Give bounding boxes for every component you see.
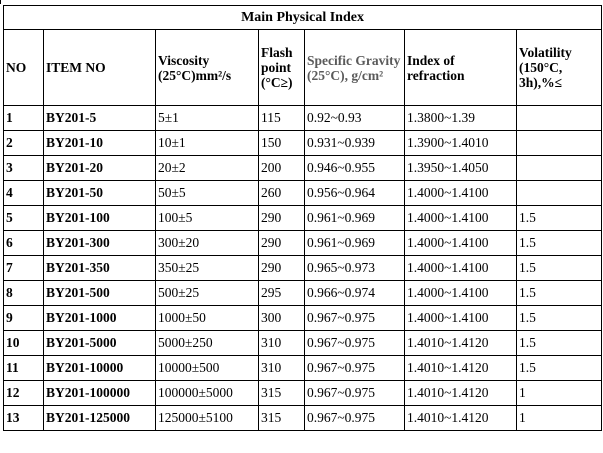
cell-no: 13 (4, 406, 44, 431)
cell-index-of-refraction: 1.4000~1.4100 (405, 306, 517, 331)
cell-no: 9 (4, 306, 44, 331)
cell-item-no: BY201-5 (44, 106, 156, 131)
table-row (4, 231, 602, 256)
cell-item-no: BY201-500 (44, 281, 156, 306)
cell-index-of-refraction: 1.4000~1.4100 (405, 256, 517, 281)
cell-volatility: 1.5 (517, 206, 602, 231)
cell-index-of-refraction: 1.4000~1.4100 (405, 181, 517, 206)
cell-volatility: 1.5 (517, 331, 602, 356)
table-row (4, 106, 602, 131)
table-row (4, 331, 602, 356)
table-title: Main Physical Index (4, 6, 602, 30)
cell-index-of-refraction: 1.3950~1.4050 (405, 156, 517, 181)
cell-volatility (517, 156, 602, 181)
cell-flash-point: 315 (259, 406, 305, 431)
cell-no: 5 (4, 206, 44, 231)
cell-index-of-refraction: 1.3800~1.39 (405, 106, 517, 131)
cell-item-no: BY201-10000 (44, 356, 156, 381)
cell-viscosity: 10±1 (156, 131, 259, 156)
cell-flash-point: 315 (259, 381, 305, 406)
cell-volatility (517, 106, 602, 131)
cell-specific-gravity: 0.966~0.974 (305, 281, 405, 306)
table-row (4, 381, 602, 406)
cell-index-of-refraction: 1.4000~1.4100 (405, 281, 517, 306)
cell-index-of-refraction: 1.4010~1.4120 (405, 331, 517, 356)
cell-viscosity: 20±2 (156, 156, 259, 181)
cell-item-no: BY201-100 (44, 206, 156, 231)
table-row (4, 156, 602, 181)
cell-specific-gravity: 0.956~0.964 (305, 181, 405, 206)
table-row (4, 356, 602, 381)
cell-viscosity: 5000±250 (156, 331, 259, 356)
cell-specific-gravity: 0.967~0.975 (305, 331, 405, 356)
cell-item-no: BY201-100000 (44, 381, 156, 406)
cell-flash-point: 295 (259, 281, 305, 306)
cell-index-of-refraction: 1.4010~1.4120 (405, 356, 517, 381)
cell-viscosity: 100000±5000 (156, 381, 259, 406)
top-edge-line (0, 0, 7, 4)
cell-viscosity: 1000±50 (156, 306, 259, 331)
cell-item-no: BY201-5000 (44, 331, 156, 356)
cell-viscosity: 300±20 (156, 231, 259, 256)
table-row (4, 206, 602, 231)
header-no: NO (4, 30, 44, 106)
cell-volatility: 1 (517, 406, 602, 431)
cell-flash-point: 200 (259, 156, 305, 181)
header-specific-gravity: Specific Gravity (25°C), g/cm² (305, 30, 405, 106)
cell-volatility: 1.5 (517, 306, 602, 331)
cell-volatility: 1.5 (517, 281, 602, 306)
cell-volatility (517, 181, 602, 206)
cell-index-of-refraction: 1.3900~1.4010 (405, 131, 517, 156)
cell-item-no: BY201-20 (44, 156, 156, 181)
header-row (4, 30, 602, 106)
cell-flash-point: 300 (259, 306, 305, 331)
header-viscosity: Viscosity (25°C)mm²/s (156, 30, 259, 106)
cell-no: 7 (4, 256, 44, 281)
cell-item-no: BY201-350 (44, 256, 156, 281)
cell-flash-point: 290 (259, 256, 305, 281)
cell-no: 1 (4, 106, 44, 131)
cell-item-no: BY201-10 (44, 131, 156, 156)
cell-flash-point: 150 (259, 131, 305, 156)
cell-item-no: BY201-300 (44, 231, 156, 256)
physical-index-table (3, 5, 602, 431)
cell-item-no: BY201-125000 (44, 406, 156, 431)
cell-specific-gravity: 0.965~0.973 (305, 256, 405, 281)
table-body (4, 106, 602, 431)
cell-specific-gravity: 0.967~0.975 (305, 306, 405, 331)
cell-no: 8 (4, 281, 44, 306)
table-row (4, 181, 602, 206)
header-index-of-refraction: Index of refraction (405, 30, 517, 106)
cell-viscosity: 100±5 (156, 206, 259, 231)
cell-no: 11 (4, 356, 44, 381)
cell-flash-point: 290 (259, 206, 305, 231)
cell-no: 10 (4, 331, 44, 356)
header-volatility: Volatility (150°C, 3h),%≤ (517, 30, 602, 106)
physical-index-table-wrapper (3, 5, 602, 431)
cell-specific-gravity: 0.931~0.939 (305, 131, 405, 156)
cell-specific-gravity: 0.967~0.975 (305, 406, 405, 431)
cell-no: 3 (4, 156, 44, 181)
cell-specific-gravity: 0.967~0.975 (305, 356, 405, 381)
cell-volatility: 1 (517, 381, 602, 406)
cell-viscosity: 500±25 (156, 281, 259, 306)
cell-volatility: 1.5 (517, 231, 602, 256)
table-row (4, 406, 602, 431)
cell-volatility: 1.5 (517, 256, 602, 281)
cell-specific-gravity: 0.946~0.955 (305, 156, 405, 181)
cell-index-of-refraction: 1.4000~1.4100 (405, 231, 517, 256)
header-flash-point: Flash point (°C≥) (259, 30, 305, 106)
header-item-no: ITEM NO (44, 30, 156, 106)
cell-item-no: BY201-1000 (44, 306, 156, 331)
cell-item-no: BY201-50 (44, 181, 156, 206)
cell-specific-gravity: 0.961~0.969 (305, 206, 405, 231)
cell-specific-gravity: 0.961~0.969 (305, 231, 405, 256)
cell-no: 12 (4, 381, 44, 406)
table-row (4, 281, 602, 306)
cell-index-of-refraction: 1.4000~1.4100 (405, 206, 517, 231)
table-row (4, 131, 602, 156)
cell-viscosity: 350±25 (156, 256, 259, 281)
cell-viscosity: 50±5 (156, 181, 259, 206)
cell-flash-point: 310 (259, 331, 305, 356)
cell-viscosity: 5±1 (156, 106, 259, 131)
table-row (4, 256, 602, 281)
cell-no: 4 (4, 181, 44, 206)
cell-flash-point: 115 (259, 106, 305, 131)
cell-viscosity: 10000±500 (156, 356, 259, 381)
cell-viscosity: 125000±5100 (156, 406, 259, 431)
cell-no: 2 (4, 131, 44, 156)
cell-no: 6 (4, 231, 44, 256)
cell-flash-point: 290 (259, 231, 305, 256)
cell-index-of-refraction: 1.4010~1.4120 (405, 381, 517, 406)
cell-specific-gravity: 0.92~0.93 (305, 106, 405, 131)
cell-volatility: 1.5 (517, 356, 602, 381)
cell-flash-point: 310 (259, 356, 305, 381)
cell-volatility (517, 131, 602, 156)
cell-index-of-refraction: 1.4010~1.4120 (405, 406, 517, 431)
cell-specific-gravity: 0.967~0.975 (305, 381, 405, 406)
cell-flash-point: 260 (259, 181, 305, 206)
table-row (4, 306, 602, 331)
